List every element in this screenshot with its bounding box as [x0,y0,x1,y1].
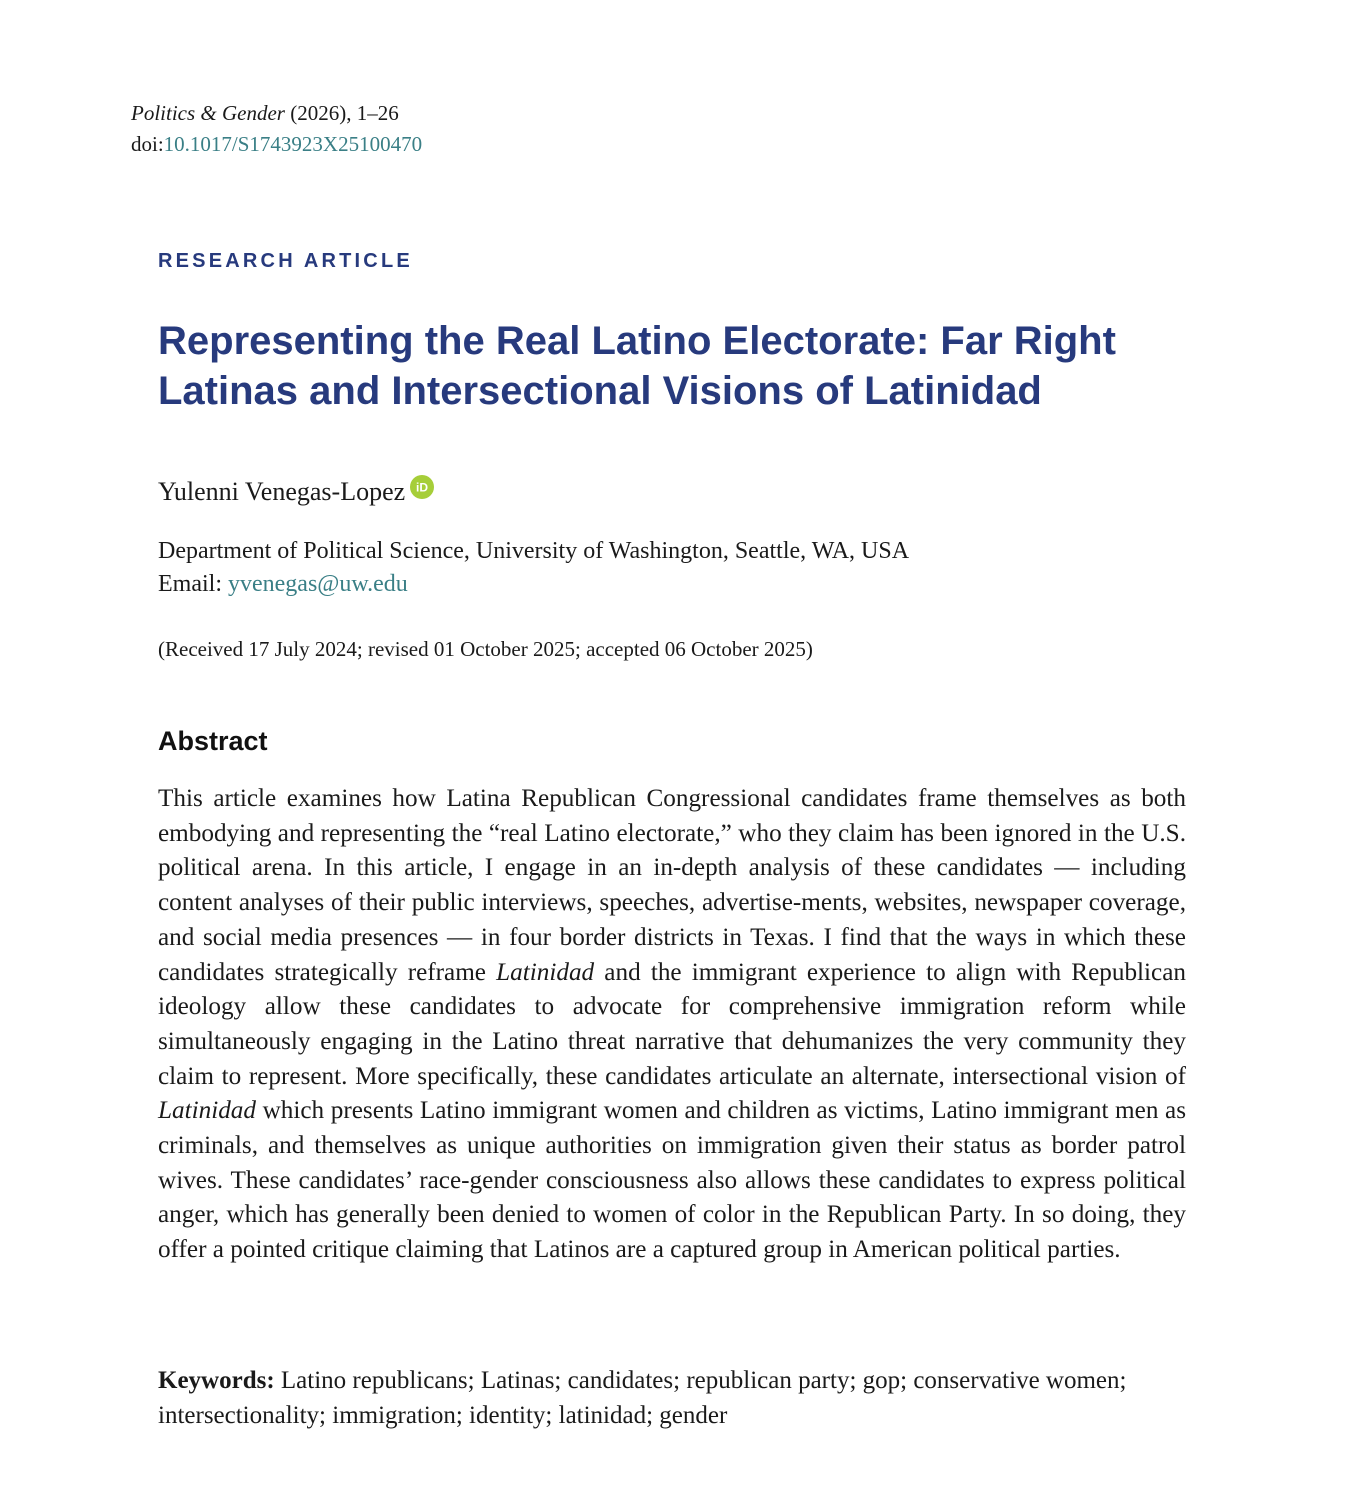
orcid-icon[interactable] [409,474,435,500]
author-line [158,474,435,510]
article-title: Representing the Real Latino Electorate: Far Right Latinas and Intersectional Visions of Latinidad [158,319,1116,413]
keywords-label: Keywords: [158,1367,275,1394]
author-name: Yulenni Venegas-Lopez [158,477,406,506]
doi-line [131,129,422,160]
affiliation-block [158,535,909,601]
journal-name: Politics & Gender [131,101,285,125]
doi-prefix: doi: [131,132,164,156]
abstract-part-3: which presents Latino immigrant women and children as victims, Latino immigrant men as criminals, and themselves as unique authorities on immigration given their status as border patrol wives. These candidates’ race-gender consciousness also allows these candidates to express political anger, which has generally been denied to women of color in the Republican Party. In so doing, they offer a pointed critique claiming that Latinos are a captured group in American political parties. [158,1097,1186,1264]
email-line [158,568,909,601]
orcid-icon-text: iD [416,480,429,495]
abstract-part-1: This article examines how Latina Republican Congressional candidates frame themselves as both embodying and representing the “real Latino electorate,” who they claim has been ignored in the U.S. political arena. In this article, I engage in an in-depth analysis of these candidates — including content analyses of their public interviews, speeches, advertise-ments, websites, newspaper coverage, and social media presences — in four border districts in Texas. I find that the ways in which these candidates strategically reframe [158,785,1186,986]
keywords [158,1363,1186,1433]
keywords-text: Latino republicans; Latinas; candidates; republican party; gop; conservative women; intersectionality; immigration; identity; latinidad; gender [158,1367,1127,1429]
journal-citation [131,98,422,129]
journal-year-pages: (2026), 1–26 [284,101,399,125]
article-history: (Received 17 July 2024; revised 01 October 2025; accepted 06 October 2025) [158,637,813,661]
abstract-heading: Abstract [158,726,268,756]
email-link[interactable]: yvenegas@uw.edu [227,571,408,597]
abstract-italic-1: Latinidad [496,958,595,986]
abstract-italic-2: Latinidad [158,1097,256,1125]
affiliation: Department of Political Science, University of Washington, Seattle, WA, USA [158,538,910,564]
email-label: Email: [158,571,228,597]
doi-link[interactable]: 10.1017/S1743923X25100470 [163,132,423,156]
journal-header [131,98,422,160]
article-type-label: RESEARCH ARTICLE [158,250,413,272]
abstract-body [158,782,1186,1268]
abstract-part-2: and the immigrant experience to align with Republican ideology allow these candidates to advocate for comprehensive immigration reform while simultaneously engaging in the Latino threat narrative that dehumanizes the very community they claim to represent. More specifically, these candidates articulate an alternate, intersectional vision of [158,958,1186,1090]
